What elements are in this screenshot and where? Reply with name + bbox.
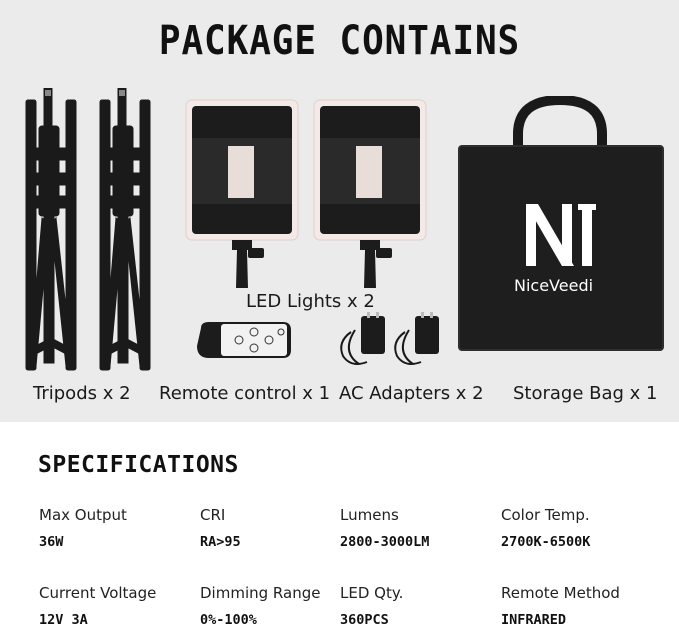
- spec-label: Lumens: [340, 506, 399, 524]
- tripods-caption: Tripods x 2: [33, 383, 131, 404]
- package-title: PACKAGE CONTAINS: [158, 18, 521, 64]
- spec-label: Max Output: [39, 506, 127, 524]
- remote-caption: Remote control x 1: [159, 383, 331, 404]
- spec-label: Remote Method: [501, 584, 620, 602]
- spec-value: RA>95: [200, 534, 241, 550]
- storage-bag-image: [456, 96, 666, 354]
- spec-value: INFRARED: [501, 612, 567, 628]
- spec-value: 0%-100%: [200, 612, 257, 628]
- bag-caption: Storage Bag x 1: [513, 383, 658, 404]
- ac-adapters-image: [333, 312, 443, 370]
- specifications-title: SPECIFICATIONS: [38, 452, 239, 478]
- spec-value: 12V 3A: [39, 612, 88, 628]
- spec-label: CRI: [200, 506, 226, 524]
- tripods-image: [22, 88, 162, 373]
- spec-label: LED Qty.: [340, 584, 404, 602]
- spec-value: 360PCS: [340, 612, 389, 628]
- spec-value: 2800-3000LM: [340, 534, 430, 550]
- spec-value: 36W: [39, 534, 64, 550]
- spec-label: Current Voltage: [39, 584, 157, 602]
- led-lights-caption: LED Lights x 2: [246, 291, 375, 312]
- adapters-caption: AC Adapters x 2: [339, 383, 484, 404]
- remote-image: [195, 320, 295, 360]
- spec-label: Dimming Range: [200, 584, 321, 602]
- brand-name: NiceVeedi: [514, 276, 594, 295]
- spec-value: 2700K-6500K: [501, 534, 591, 550]
- spec-label: Color Temp.: [501, 506, 590, 524]
- led-lights-image: [182, 98, 432, 293]
